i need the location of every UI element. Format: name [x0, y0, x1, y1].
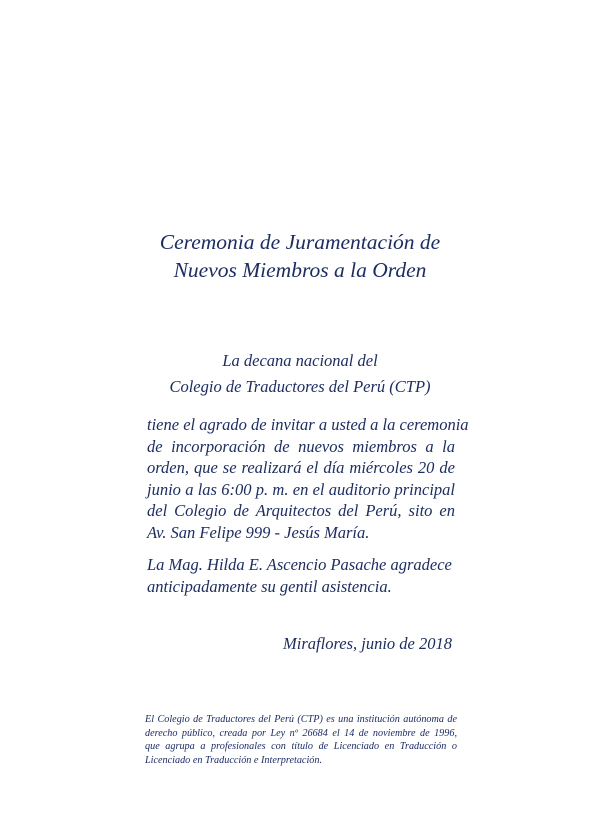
title-line-2: Nuevos Miembros a la Orden [173, 258, 427, 282]
ceremony-title [0, 228, 600, 284]
invitation-line: tiene el agrado de invitar a usted a la ceremonia [147, 415, 469, 434]
host-line-2: Colegio de Traductores del Perú (CTP) [169, 377, 431, 396]
footer-line: que agrupa a profesionales con título de Licenciado en Traducción o [145, 741, 457, 752]
place-and-date: Miraflores, junio de 2018 [283, 634, 452, 653]
thanks-paragraph [147, 554, 457, 597]
footer-line: Licenciado en Traducción e Interpretación. [145, 754, 323, 766]
host-line-1: La decana nacional del [222, 351, 378, 370]
invitation-line: junio a las 6:00 p. m. en el auditorio principal [147, 479, 455, 499]
footer-line: El Colegio de Traductores del Perú (CTP) es una institución autónoma de [145, 714, 457, 725]
invitation-line: Av. San Felipe 999 - Jesús María. [147, 522, 370, 542]
invitation-line: de incorporación de nuevos miembros a la [147, 436, 455, 456]
host-block [0, 348, 600, 400]
title-line-1: Ceremonia de Juramentación de [159, 230, 441, 254]
thanks-line-1: La Mag. Hilda E. Ascencio Pasache agradece [147, 555, 452, 574]
invitation-line: del Colegio de Arquitectos del Perú, sito en [147, 501, 455, 521]
footer-line: derecho público, creada por Ley nº 26684 el 14 de noviembre de 1996, [145, 727, 457, 739]
footer-note [145, 713, 457, 767]
invitation-line: orden, que se realizará el día miércoles 20 de [147, 458, 455, 478]
invitation-paragraph [147, 414, 469, 544]
thanks-line-2: anticipadamente su gentil asistencia. [147, 576, 392, 596]
